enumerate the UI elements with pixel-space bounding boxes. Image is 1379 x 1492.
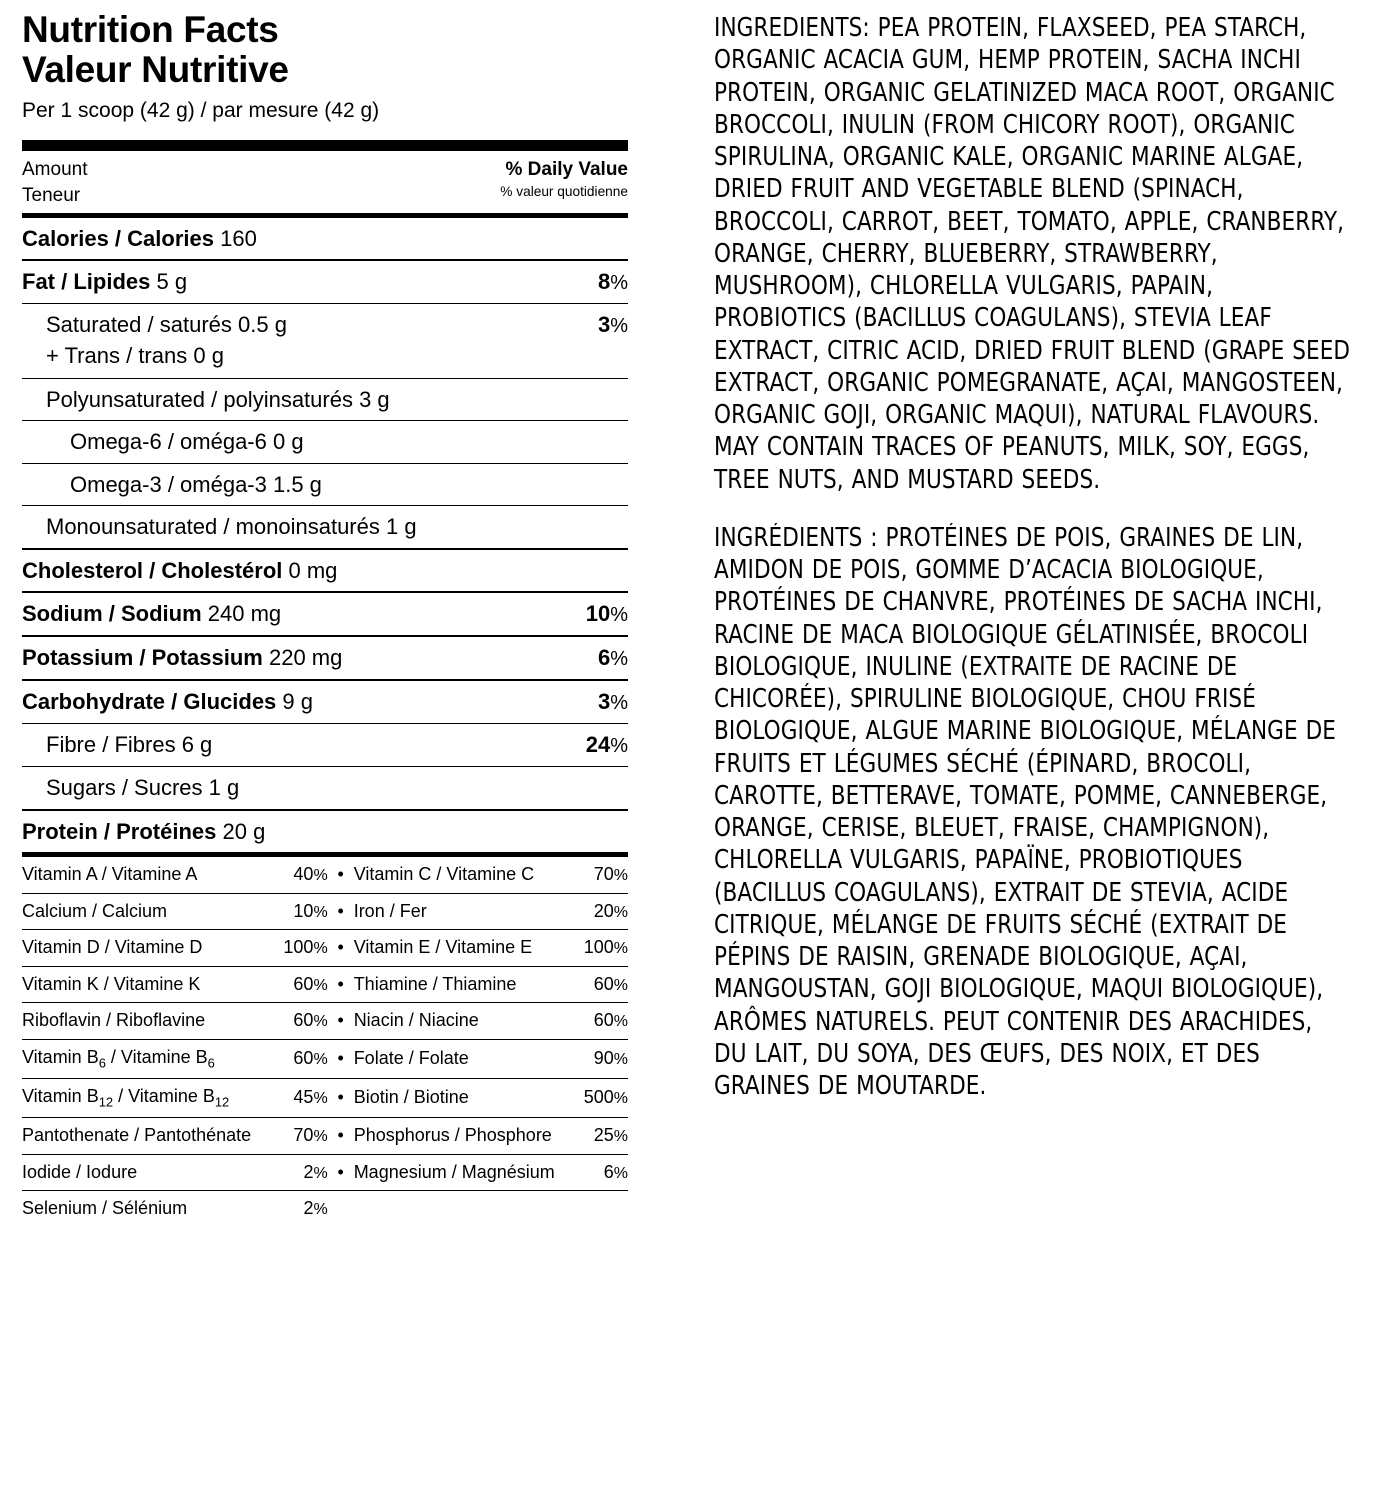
vitamin-value: 70% [593,864,628,885]
vitamin-value: 60% [278,1003,327,1040]
vitamin-name: Vitamin A / Vitamine A [22,864,198,885]
calories-value: 160 [213,225,257,251]
table-row [22,966,628,1003]
percent-symbol: % [610,272,628,295]
calories-label: Calories / Calories [22,225,214,251]
sodium-value: 240 mg [201,601,282,627]
row-cholesterol [22,550,628,592]
vitamin-name: Calcium / Calcium [22,893,278,930]
vitamin-value: 10% [278,893,327,930]
vitamin-name: Phosphorus / Phosphore [354,1118,579,1155]
vitamin-name: Vitamin $B_6$ / Vitamine $B_6$ [22,1040,278,1079]
vitamin-value: 60% [278,1040,327,1079]
nutrition-facts-panel [14,10,628,1492]
saturated-label: Saturated / saturés 0.5 g [46,312,287,338]
table-row [22,893,628,930]
vitamin-value: 6% [578,1154,628,1191]
protein-value: 20 g [216,818,266,844]
vitamin-name: Magnesium / Magnésium [354,1154,579,1191]
nutrition-facts-title-en: Nutrition Facts [22,9,279,50]
vitamin-name [354,1191,579,1227]
row-monounsaturated [22,506,628,548]
vitamin-value: 500% [578,1079,628,1118]
vitamin-value: 60% [578,1003,628,1040]
vitamin-name: Iron / Fer [354,893,579,930]
vitamin-name: Vitamin E / Vitamine E [354,930,579,967]
cholesterol-label: Cholesterol / Cholestérol [22,557,283,583]
table-row [22,1154,628,1191]
vitamin-name: Iodide / Iodure [22,1154,278,1191]
percent-symbol: % [610,692,628,715]
percent-symbol: % [610,604,628,627]
row-polyunsaturated [22,379,628,421]
trans-label: + Trans / trans 0 g [46,343,224,369]
sugars-label: Sugars / Sucres 1 g [46,775,240,801]
bullet-separator: • [328,893,354,930]
row-fat [22,261,628,303]
row-protein [22,811,628,853]
bullet-separator: • [328,1118,354,1155]
serving-size: Per 1 scoop (42 g) / par mesure (42 g) [22,99,380,123]
bullet-separator: • [328,1079,354,1118]
vitamin-name: Thiamine / Thiamine [354,966,579,1003]
fibre-label: Fibre / Fibres 6 g [46,732,213,758]
row-potassium [22,637,628,679]
omega6-label: Omega-6 / oméga-6 0 g [70,429,304,455]
table-row [22,1118,628,1155]
bullet-separator: • [328,930,354,967]
table-row [22,1040,628,1079]
potassium-percent: 6 [597,645,611,671]
cholesterol-value: 0 mg [282,557,338,583]
vitamin-value: 100% [278,930,327,967]
bullet-separator: • [328,1040,354,1079]
vitamin-value: 2% [278,1154,327,1191]
carbohydrate-percent: 3 [597,689,611,715]
vitamin-value: 100% [578,930,628,967]
vitamin-value: 20% [578,893,628,930]
carbohydrate-label: Carbohydrate / Glucides [22,689,277,715]
bullet-separator: • [328,1003,354,1040]
protein-label: Protein / Protéines [22,818,217,844]
vitamin-value: 45% [278,1079,327,1118]
table-row [22,857,628,893]
bullet-separator: • [337,864,344,885]
bullet-separator [328,1191,354,1227]
row-omega3 [22,464,628,506]
vitamin-name: Vitamin K / Vitamine K [22,966,278,1003]
row-carbohydrate [22,681,628,723]
vitamin-value: 90% [578,1040,628,1079]
vitamin-name: Folate / Folate [354,1040,579,1079]
vitamin-name: Vitamin D / Vitamine D [22,930,278,967]
table-row [22,930,628,967]
polyunsaturated-label: Polyunsaturated / polyinsaturés 3 g [46,386,390,412]
percent-symbol: % [610,735,628,758]
vitamin-value: 70% [278,1118,327,1155]
sodium-label: Sodium / Sodium [22,601,202,627]
vitamin-value [578,1191,628,1227]
potassium-label: Potassium / Potassium [22,645,263,671]
row-fibre [22,724,628,766]
daily-value-label-fr: % valeur quotidienne [500,183,628,199]
saturated-percent: 3 [597,312,611,338]
vitamin-name: Selenium / Sélénium [22,1191,278,1227]
row-sugars [22,767,628,809]
vitamin-value: 25% [578,1118,628,1155]
ingredients-panel [628,10,1365,1492]
ingredients-english: INGREDIENTS: PEA PROTEIN, FLAXSEED, PEA STARCH, ORGANIC ACACIA GUM, HEMP PROTEIN, SACHA INCHI PROTEIN, ORGANIC GELATINIZED MACA ROOT, ORGANIC BROCCOLI, INULIN (FROM CHICORY ROOT), ORGANIC SPIRULINA, ORGANIC KALE, ORGANIC MARINE ALGAE, DRIED FRUIT AND VEGETABLE BLEND (SPINACH, BROCCOLI, CARROT, BEET, TOMATO, APPLE, CRANBERRY, ORANGE, CHERRY, BLUEBERRY, STRAWBERRY, MUSHROOM), CHLORELLA VULGARIS, PAPAIN, PROBIOTICS (BACILLUS COAGULANS), STEVIA LEAF EXTRACT, CITRIC ACID, DRIED FRUIT BLEND (GRAPE SEED EXTRACT, ORGANIC POMEGRANATE, AÇAI, MANGOSTEEN, ORGANIC GOJI, ORGANIC MAQUI), NATURAL FLAVOURS. MAY CONTAIN TRACES OF PEANUTS, MILK, SOY, EGGS, TREE NUTS, AND MUSTARD SEEDS. [714,13,1351,495]
row-omega6 [22,421,628,463]
fat-value: 5 g [150,269,188,295]
vitamin-value: 60% [578,966,628,1003]
vitamin-name: Vitamin C / Vitamine C [353,864,535,885]
monounsaturated-label: Monounsaturated / monoinsaturés 1 g [46,514,417,540]
row-calories [22,218,628,260]
vitamin-name: Niacin / Niacine [354,1003,579,1040]
sodium-percent: 10 [585,601,611,627]
row-saturated-trans [22,304,628,377]
amount-label-en: Amount [22,159,88,181]
nutrition-facts-title-fr: Valeur Nutritive [22,48,289,90]
row-sodium [22,593,628,635]
table-row [22,1191,628,1227]
table-row [22,1003,628,1040]
fibre-percent: 24 [585,732,611,758]
vitamin-value: 40% [293,864,328,885]
amount-label-fr: Teneur [22,184,81,206]
potassium-value: 220 mg [262,645,343,671]
percent-symbol: % [610,648,628,671]
vitamin-value: 2% [278,1191,327,1227]
vitamin-value: 60% [278,966,327,1003]
bullet-separator: • [328,1154,354,1191]
carbohydrate-value: 9 g [276,689,313,715]
bullet-separator: • [328,966,354,1003]
vitamins-minerals-table [22,857,628,1227]
daily-value-label-en: % Daily Value [505,159,628,181]
ingredients-french: INGRÉDIENTS : PROTÉINES DE POIS, GRAINES DE LIN, AMIDON DE POIS, GOMME D’ACACIA BIOLOGIQUE, PROTÉINES DE CHANVRE, PROTÉINES DE SACHA INCHI, RACINE DE MACA BIOLOGIQUE GÉLATINISÉE, BROCOLI BIOLOGIQUE, INULINE (EXTRAITE DE RACINE DE CHICORÉE), SPIRULINE BIOLOGIQUE, CHOU FRISÉ BIOLOGIQUE, ALGUE MARINE BIOLOGIQUE, MÉLANGE DE FRUITS ET LÉGUMES SÉCHÉ (ÉPINARD, BROCOLI, CAROTTE, BETTERAVE, TOMATE, POMME, CANNEBERGE, ORANGE, CERISE, BLEUET, FRAISE, CHAMPIGNON), CHLORELLA VULGARIS, PAPAÏNE, PROBIOTIQUES (BACILLUS COAGULANS), EXTRAIT DE STEVIA, ACIDE CITRIQUE, MÉLANGE DE FRUITS SÉCHÉ (EXTRAIT DE PÉPINS DE RAISIN, GRENADE BIOLOGIQUE, AÇAI, MANGOUSTAN, GOJI BIOLOGIQUE, MAQUI BIOLOGIQUE), ARÔMES NATURELS. PEUT CONTENIR DES ARACHIDES, DU LAIT, DU SOYA, DES ŒUFS, DES NOIX, ET DES GRAINES DE MOUTARDE. [714,522,1337,1101]
omega3-label: Omega-3 / oméga-3 1.5 g [70,471,322,497]
daily-value-header [22,151,628,212]
vitamin-name: Biotin / Biotine [354,1079,579,1118]
percent-symbol: % [610,315,628,338]
vitamin-name: Vitamin $B_{12}$ / Vitamine $B_{12}$ [22,1079,278,1118]
fat-percent: 8 [597,269,611,295]
table-row [22,1079,628,1118]
vitamin-name: Riboflavin / Riboflavine [22,1003,278,1040]
divider-thick [22,140,628,151]
fat-label: Fat / Lipides [22,269,151,295]
vitamin-name: Pantothenate / Pantothénate [22,1118,278,1155]
